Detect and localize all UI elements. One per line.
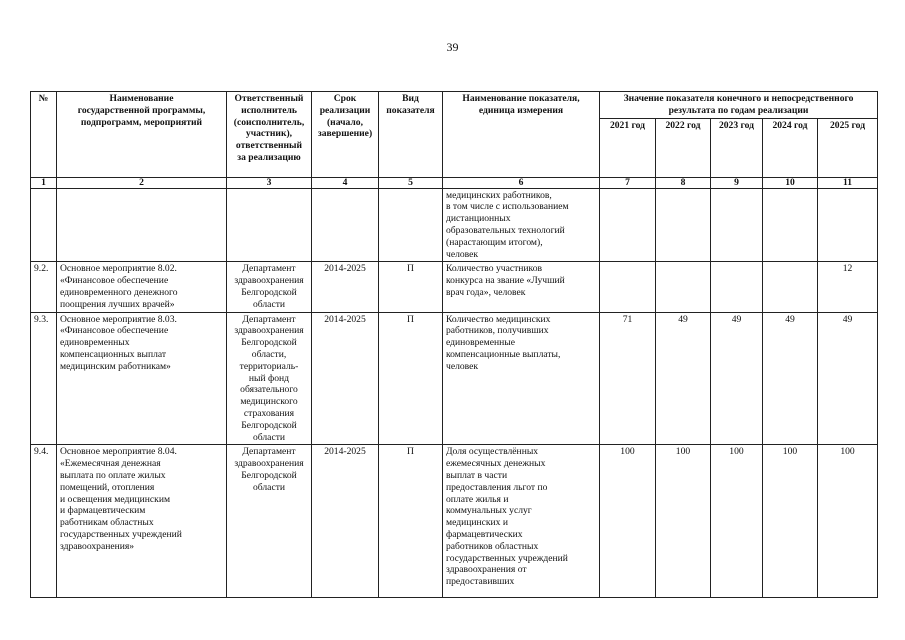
row-type: П [379,445,443,598]
row-period: 2014-2025 [312,312,379,445]
column-number: 1 [31,177,57,188]
column-number: 3 [227,177,312,188]
header-year: 2023 год [711,118,763,177]
row-value-2022 [656,188,711,262]
header-executor: Ответственный исполнитель (соисполнитель, участник), ответственный за реализацию [227,92,312,178]
column-number: 8 [656,177,711,188]
row-value-2021: 71 [600,312,656,445]
row-indicator: Количество участников конкурса на звание «Лучший врач года», человек [443,262,600,312]
row-value-2024 [763,188,818,262]
row-indicator: Количество медицинских работников, получивших единовременные компенсационные выплаты, человек [443,312,600,445]
row-period [312,188,379,262]
row-value-2022 [656,262,711,312]
column-number: 9 [711,177,763,188]
row-value-2024 [763,262,818,312]
row-value-2021 [600,188,656,262]
row-indicator: Доля осуществлённых ежемесячных денежных выплат в части предоставления льгот по оплате жилья и коммунальных услуг медицинских и фармацевтических работников областных государственных учреждений здравоохранения от предоставивших [443,445,600,598]
page-number: 39 [446,40,459,54]
row-type: П [379,312,443,445]
header-indicator: Наименование показателя, единица измерения [443,92,600,178]
column-numbers-row [31,177,878,188]
row-value-2023: 100 [711,445,763,598]
header-row [31,92,878,119]
row-executor [227,188,312,262]
row-num [31,188,57,262]
table-row [31,262,878,312]
row-type: П [379,262,443,312]
header-period: Срок реализации (начало, завершение) [312,92,379,178]
column-number: 2 [57,177,227,188]
column-number: 11 [818,177,878,188]
row-num: 9.3. [31,312,57,445]
row-type [379,188,443,262]
row-value-2022: 49 [656,312,711,445]
header-num: № [31,92,57,178]
row-program: Основное мероприятие 8.02. «Финансовое обеспечение единовременного денежного поощрения лучших врачей» [57,262,227,312]
header-type: Вид показателя [379,92,443,178]
row-program: Основное мероприятие 8.04. «Ежемесячная денежная выплата по оплате жилых помещений, отопления и освещения медицинским и фармацевтическим работникам областных государственных учреждений здравоохранения» [57,445,227,598]
header-year: 2024 год [763,118,818,177]
row-indicator: медицинских работников, в том числе с использованием дистанционных образовательных технологий (нарастающим итогом), человек [443,188,600,262]
row-value-2021: 100 [600,445,656,598]
row-program: Основное мероприятие 8.03. «Финансовое обеспечение единовременных компенсационных выплат медицинским работникам» [57,312,227,445]
table-row [31,312,878,445]
row-executor: Департамент здравоохранения Белгородской области [227,262,312,312]
row-value-2024: 49 [763,312,818,445]
row-value-2025: 49 [818,312,878,445]
column-number: 7 [600,177,656,188]
header-values-group: Значение показателя конечного и непосредственного результата по годам реализации [600,92,878,119]
column-number: 4 [312,177,379,188]
row-value-2023 [711,262,763,312]
row-executor: Департамент здравоохранения Белгородской области, территориаль- ный фонд обязательного медицинского страхования Белгородской области [227,312,312,445]
row-value-2024: 100 [763,445,818,598]
indicators-table [30,91,878,598]
row-value-2025: 100 [818,445,878,598]
row-value-2023: 49 [711,312,763,445]
row-num: 9.4. [31,445,57,598]
row-value-2025: 12 [818,262,878,312]
column-number: 5 [379,177,443,188]
row-value-2021 [600,262,656,312]
row-executor: Департамент здравоохранения Белгородской области [227,445,312,598]
row-num: 9.2. [31,262,57,312]
header-year: 2025 год [818,118,878,177]
column-number: 6 [443,177,600,188]
row-value-2022: 100 [656,445,711,598]
row-value-2025 [818,188,878,262]
table-row [31,188,878,262]
header-program: Наименование государственной программы, подпрограмм, мероприятий [57,92,227,178]
table-row [31,445,878,598]
row-period: 2014-2025 [312,445,379,598]
column-number: 10 [763,177,818,188]
row-program [57,188,227,262]
row-period: 2014-2025 [312,262,379,312]
header-year: 2021 год [600,118,656,177]
header-year: 2022 год [656,118,711,177]
row-value-2023 [711,188,763,262]
